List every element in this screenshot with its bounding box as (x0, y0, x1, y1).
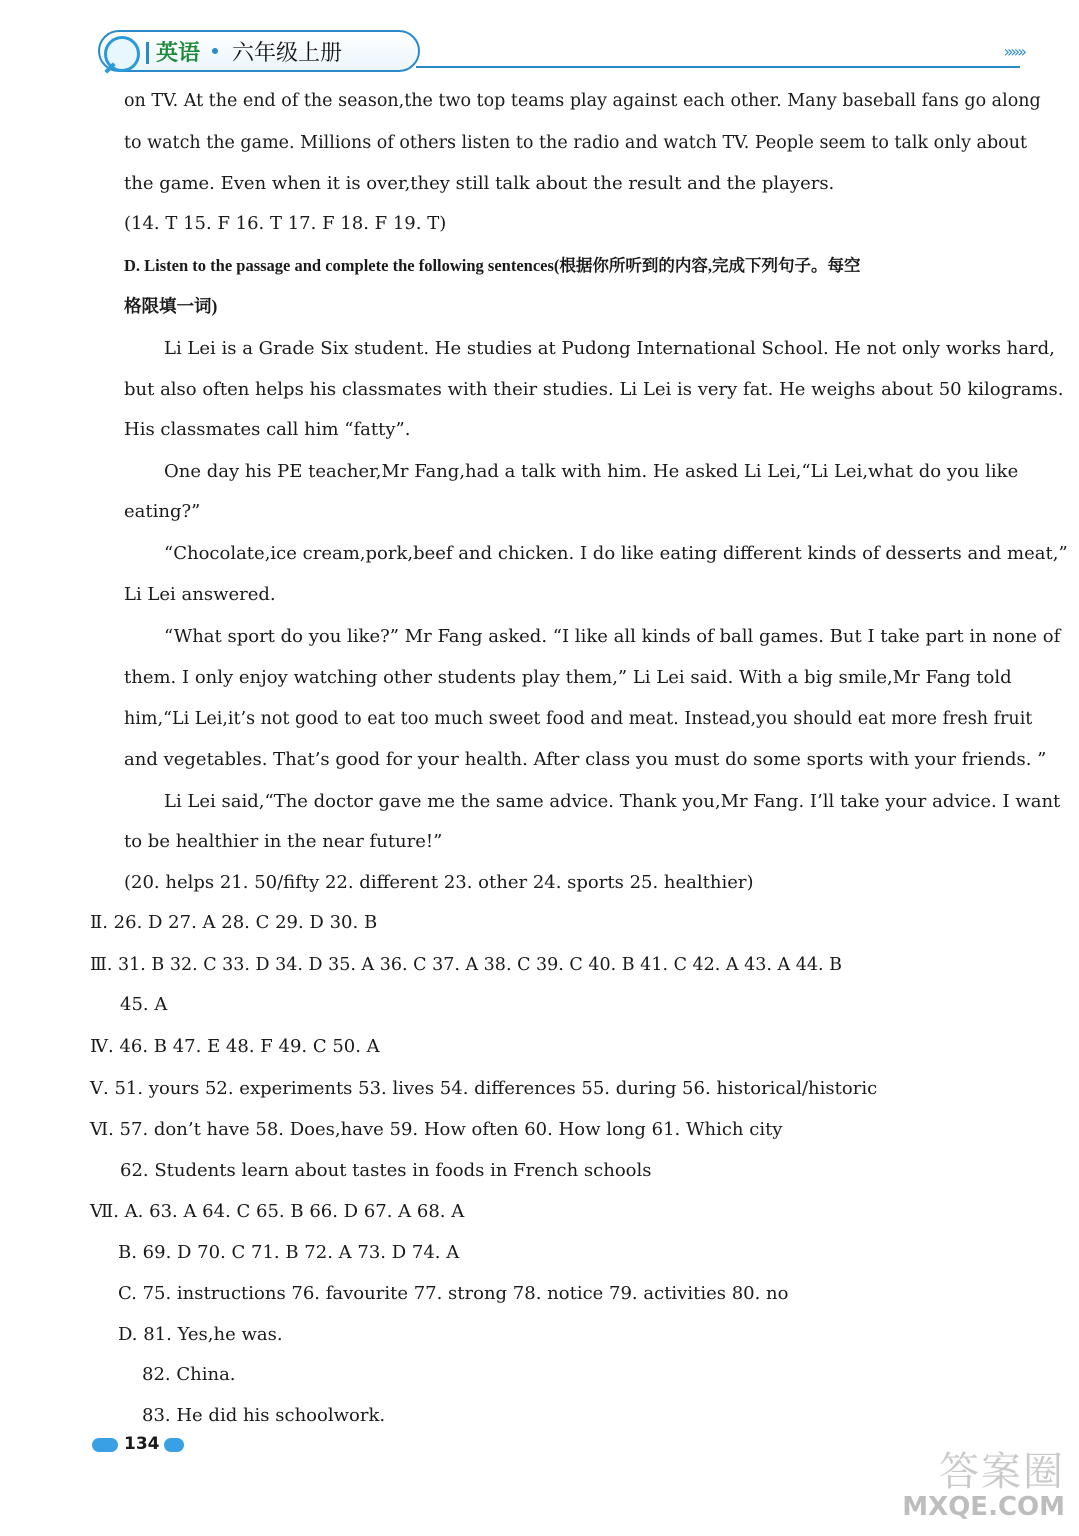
text-line: eating?” (124, 501, 201, 522)
answer-line: Ⅵ. 57. don’t have 58. Does,have 59. How often 60. How long 61. Which city (90, 1119, 783, 1140)
text-line: Li Lei answered. (124, 584, 276, 605)
answer-line: C. 75. instructions 76. favourite 77. strong 78. notice 79. activities 80. no (118, 1283, 789, 1304)
grade-label: 六年级上册 (232, 41, 343, 66)
section-heading: 格限填一词) (124, 296, 218, 316)
text-line: the game. Even when it is over,they still talk about the result and the players. (124, 173, 835, 194)
answer-line: B. 69. D 70. C 71. B 72. A 73. D 74. A (118, 1242, 460, 1263)
header-divider (146, 42, 149, 64)
answer-line: (14. T 15. F 16. T 17. F 18. F 19. T) (124, 213, 447, 234)
subject-label: 英语 (156, 41, 201, 66)
text-line: and vegetables. That’s good for your health. After class you must do some sports with your friends. ” (124, 749, 1047, 770)
answer-line: Ⅲ. 31. B 32. C 33. D 34. D 35. A 36. C 37. A 38. C 39. C 40. B 41. C 42. A 43. A 44. B (90, 955, 842, 975)
answer-line: Ⅴ. 51. yours 52. experiments 53. lives 54. differences 55. during 56. historical/historic (90, 1078, 878, 1099)
answer-line: 82. China. (142, 1364, 236, 1385)
page-number: 134 (124, 1434, 160, 1454)
answer-line: 83. He did his schoolwork. (142, 1405, 386, 1426)
text-line: to watch the game. Millions of others listen to the radio and watch TV. People seem to talk only about (124, 133, 1027, 153)
header-tab (98, 30, 420, 72)
text-line: them. I only enjoy watching other students play them,” Li Lei said. With a big smile,Mr Fang told (124, 667, 1012, 688)
text-line: on TV. At the end of the season,the two top teams play against each other. Many baseball fans go along (124, 91, 1041, 111)
page-header (90, 28, 1030, 76)
text-line: but also often helps his classmates with their studies. Li Lei is very fat. He weighs about 50 kilograms. (124, 379, 1064, 400)
page-footer (92, 1432, 212, 1460)
text-line: “Chocolate,ice cream,pork,beef and chicken. I do like eating different kinds of desserts and meat,” (164, 543, 1068, 564)
footer-pill-right (164, 1438, 184, 1452)
chevrons-right-icon: ›››››› (1003, 42, 1024, 61)
section-heading: D. Listen to the passage and complete the following sentences(根据你所听到的内容,完成下列句子。每空 (124, 256, 861, 275)
footer-pill-left (92, 1438, 118, 1452)
answer-line: Ⅶ. A. 63. A 64. C 65. B 66. D 67. A 68. A (90, 1201, 465, 1222)
watermark (895, 1440, 1065, 1530)
answer-line: Ⅳ. 46. B 47. E 48. F 49. C 50. A (90, 1036, 380, 1057)
text-line: him,“Li Lei,it’s not good to eat too much sweet food and meat. Instead,you should eat more fresh fruit (124, 709, 1033, 729)
text-line: “What sport do you like?” Mr Fang asked. “I like all kinds of ball games. But I take part in none of (164, 626, 1061, 647)
text-line: One day his PE teacher,Mr Fang,had a talk with him. He asked Li Lei,“Li Lei,what do you like (164, 461, 1019, 482)
answer-line: (20. helps 21. 50/fifty 22. different 23. other 24. sports 25. healthier) (124, 872, 754, 893)
text-line: His classmates call him “fatty”. (124, 419, 411, 440)
text-line: Li Lei is a Grade Six student. He studies at Pudong International School. He not only works hard, (164, 338, 1055, 359)
answer-line: D. 81. Yes,he was. (118, 1324, 283, 1345)
separator-dot (212, 48, 218, 54)
watermark-site: MXQE.COM (902, 1492, 1065, 1522)
text-line: to be healthier in the near future!” (124, 831, 443, 852)
text-line: Li Lei said,“The doctor gave me the same advice. Thank you,Mr Fang. I’ll take your advice. I want (164, 791, 1061, 812)
watermark-logo: 答案圈 (939, 1449, 1065, 1495)
answer-line: 45. A (120, 994, 168, 1015)
answer-line: Ⅱ. 26. D 27. A 28. C 29. D 30. B (90, 912, 378, 933)
answer-line: 62. Students learn about tastes in foods in French schools (120, 1160, 652, 1181)
header-rule (416, 66, 1020, 68)
